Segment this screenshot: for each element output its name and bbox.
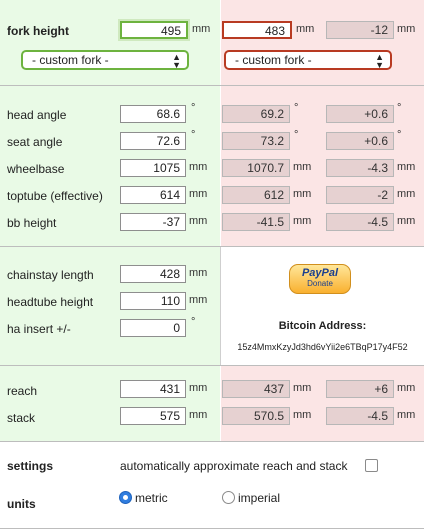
headtube-unit: mm bbox=[189, 294, 208, 306]
toptube-input[interactable]: 614 bbox=[120, 186, 186, 204]
reach-unit: mm bbox=[189, 382, 208, 394]
head-angle-compare: 69.2 bbox=[222, 105, 290, 123]
headtube-label: headtube height bbox=[7, 295, 94, 309]
bb-height-diff: -4.5 bbox=[326, 213, 394, 231]
ha-insert-unit: ° bbox=[191, 316, 196, 328]
wheelbase-diff-unit: mm bbox=[397, 161, 416, 173]
seat-angle-compare: 73.2 bbox=[222, 132, 290, 150]
seat-angle-label: seat angle bbox=[7, 135, 63, 149]
paypal-donate-button[interactable] bbox=[289, 264, 351, 294]
fork-height-diff-unit: mm bbox=[397, 23, 416, 35]
head-angle-diff-unit: ° bbox=[397, 102, 402, 114]
toptube-unit: mm bbox=[189, 188, 208, 200]
chainstay-unit: mm bbox=[189, 267, 208, 279]
metric-radio[interactable] bbox=[119, 491, 132, 504]
compare-fork-height-input[interactable]: 483 bbox=[222, 21, 292, 39]
fork-height-unit: mm bbox=[192, 23, 211, 35]
bitcoin-label: Bitcoin Address bbox=[278, 320, 363, 332]
bb-height-label: bb height bbox=[7, 216, 57, 230]
stack-input[interactable]: 575 bbox=[120, 407, 186, 425]
head-angle-input[interactable]: 68.6 bbox=[120, 105, 186, 123]
wheelbase-label: wheelbase bbox=[7, 162, 65, 176]
fork-select[interactable] bbox=[21, 50, 189, 70]
toptube-label: toptube (effective) bbox=[7, 189, 103, 203]
seat-angle-unit: ° bbox=[191, 129, 196, 141]
bitcoin-address: 15z4MmxKzyJd3hd6vYii2e6TBqP17y4F52 bbox=[237, 342, 408, 352]
toptube-compare-unit: mm bbox=[293, 188, 312, 200]
imperial-radio[interactable] bbox=[222, 491, 235, 504]
approx-reach-stack-label: automatically approximate reach and stack bbox=[120, 459, 348, 473]
toptube-diff-unit: mm bbox=[397, 188, 416, 200]
head-angle-unit: ° bbox=[191, 102, 196, 114]
seat-angle-diff-unit: ° bbox=[397, 129, 402, 141]
select-arrows-icon: ▲ ▼ bbox=[375, 52, 384, 70]
fork-select-value: - custom fork - bbox=[32, 53, 109, 67]
bb-height-input[interactable]: -37 bbox=[120, 213, 186, 231]
settings-label: settings bbox=[7, 459, 54, 473]
headtube-input[interactable]: 110 bbox=[120, 292, 186, 310]
imperial-label: imperial bbox=[238, 491, 281, 505]
toptube-diff: -2 bbox=[326, 186, 394, 204]
reach-stack-section-right bbox=[221, 366, 424, 441]
wheelbase-compare: 1070.7 bbox=[222, 159, 290, 177]
wheelbase-compare-unit: mm bbox=[293, 161, 312, 173]
chainstay-label: chainstay length bbox=[7, 268, 94, 282]
bb-height-compare: -41.5 bbox=[222, 213, 290, 231]
bitcoin-label-row: Bitcoin Address: bbox=[278, 320, 367, 332]
stack-label: stack bbox=[7, 411, 36, 425]
reach-diff: +6 bbox=[326, 380, 394, 398]
bb-height-unit: mm bbox=[189, 215, 208, 227]
paypal-logo: PayPal bbox=[301, 267, 339, 279]
ha-insert-label: ha insert +/- bbox=[7, 322, 71, 336]
wheelbase-input[interactable]: 1075 bbox=[120, 159, 186, 177]
fork-section-left bbox=[0, 0, 220, 85]
seat-angle-diff: +0.6 bbox=[326, 132, 394, 150]
reach-input[interactable]: 431 bbox=[120, 380, 186, 398]
radio-dot-icon bbox=[123, 495, 128, 500]
compare-fork-select[interactable] bbox=[224, 50, 392, 70]
approx-reach-stack-checkbox[interactable] bbox=[365, 459, 378, 472]
stack-unit: mm bbox=[189, 409, 208, 421]
head-angle-label: head angle bbox=[7, 108, 67, 122]
reach-stack-section-left bbox=[0, 366, 220, 441]
bb-height-compare-unit: mm bbox=[293, 215, 312, 227]
head-angle-diff: +0.6 bbox=[326, 105, 394, 123]
stack-compare-unit: mm bbox=[293, 409, 312, 421]
seat-angle-input[interactable]: 72.6 bbox=[120, 132, 186, 150]
seat-angle-compare-unit: ° bbox=[294, 129, 299, 141]
reach-compare: 437 bbox=[222, 380, 290, 398]
compare-fork-height-unit: mm bbox=[296, 23, 315, 35]
stack-diff: -4.5 bbox=[326, 407, 394, 425]
units-label: units bbox=[7, 497, 36, 511]
metric-label: metric bbox=[135, 491, 168, 505]
compare-fork-select-value: - custom fork - bbox=[235, 53, 312, 67]
fork-section-right bbox=[221, 0, 424, 85]
wheelbase-diff: -4.3 bbox=[326, 159, 394, 177]
toptube-compare: 612 bbox=[222, 186, 290, 204]
chainstay-input[interactable]: 428 bbox=[120, 265, 186, 283]
wheelbase-unit: mm bbox=[189, 161, 208, 173]
stack-compare: 570.5 bbox=[222, 407, 290, 425]
fork-height-diff: -12 bbox=[326, 21, 394, 39]
ha-insert-input[interactable]: 0 bbox=[120, 319, 186, 337]
select-arrows-icon: ▲ ▼ bbox=[172, 52, 181, 70]
head-angle-compare-unit: ° bbox=[294, 102, 299, 114]
reach-compare-unit: mm bbox=[293, 382, 312, 394]
donate-label: Donate bbox=[307, 279, 333, 288]
bb-height-diff-unit: mm bbox=[397, 215, 416, 227]
stack-diff-unit: mm bbox=[397, 409, 416, 421]
reach-label: reach bbox=[7, 384, 38, 398]
divider bbox=[0, 528, 424, 529]
reach-diff-unit: mm bbox=[397, 382, 416, 394]
divider bbox=[0, 441, 424, 442]
fork-height-input[interactable]: 495 bbox=[120, 21, 188, 39]
fork-height-label: fork height bbox=[7, 24, 69, 38]
